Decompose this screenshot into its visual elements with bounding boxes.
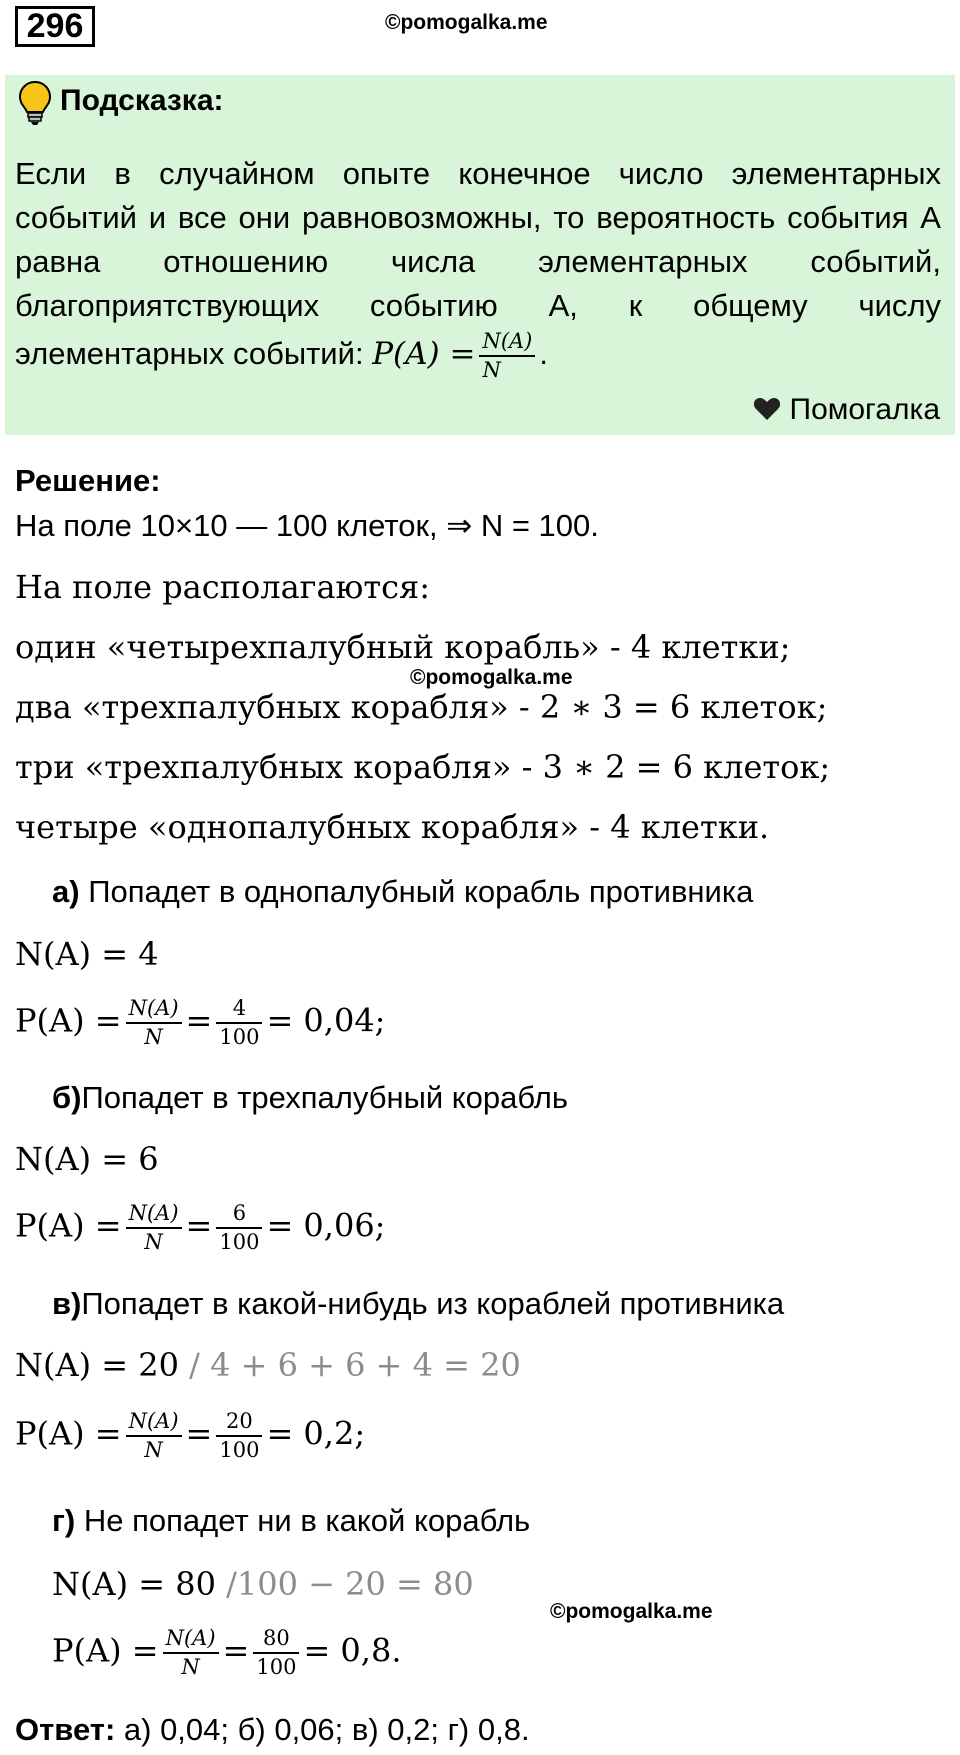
part-a-probability: [15, 995, 385, 1051]
hint-text: [15, 152, 941, 384]
part-v-fraction-1: [126, 1408, 182, 1464]
signature: [753, 393, 940, 427]
part-a-p-lhs: P(A) =: [15, 1001, 122, 1040]
task-number: 296: [15, 6, 95, 47]
signature-text: Помогалка: [789, 393, 940, 426]
part-g-eq: =: [222, 1631, 250, 1670]
placed-line: На поле располагаются:: [15, 568, 430, 606]
part-g-frac1-num: N(A): [163, 1625, 219, 1654]
hint-formula-end: .: [539, 336, 549, 372]
part-g-label: г): [52, 1503, 76, 1538]
part-g-probability: [52, 1625, 401, 1681]
hint-title: Подсказка:: [60, 84, 224, 117]
part-g-p-lhs: P(A) =: [52, 1631, 159, 1670]
part-g-fraction-2: [253, 1625, 299, 1681]
part-v-result: = 0,2;: [266, 1414, 366, 1453]
part-v-frac1-num: N(A): [126, 1408, 182, 1437]
part-g-frac1-den: N: [181, 1655, 200, 1679]
part-a-frac2-num: 4: [216, 995, 262, 1024]
heart-icon: [753, 397, 781, 421]
part-b-text: Попадет в трехпалубный корабль: [81, 1080, 569, 1115]
ship-line-4: четыре «однопалубных корабля» - 4 клетки.: [15, 808, 770, 846]
watermark-top: ©pomogalka.me: [385, 11, 548, 34]
answer-label: Ответ:: [15, 1712, 116, 1747]
part-g-frac2-num: 80: [253, 1625, 299, 1654]
lightbulb-icon: [18, 80, 52, 126]
part-b-p-lhs: P(A) =: [15, 1206, 122, 1245]
part-v-frac2-num: 20: [216, 1408, 262, 1437]
watermark-bottom: ©pomogalka.me: [550, 1600, 713, 1623]
part-a-frac2-den: 100: [219, 1025, 260, 1049]
part-v-p-lhs: P(A) =: [15, 1414, 122, 1453]
part-b-frac1-den: N: [144, 1230, 163, 1254]
part-g-na-extra: /100 − 20 = 80: [215, 1565, 474, 1603]
part-v-fraction-2: [216, 1408, 262, 1464]
part-v-na-main: N(A) = 20: [15, 1346, 179, 1384]
part-a-eq: =: [185, 1001, 213, 1040]
hint-body: Если в случайном опыте конечное число элементарных событий и все они равновозможны, то вероятность события A равна отношению числа элементарных событий, благоприятствующих событию A, к общему числу элементарных событий:: [15, 156, 941, 372]
part-a-label: а): [52, 874, 80, 909]
part-v-frac1-den: N: [144, 1438, 163, 1462]
part-g-heading: [52, 1503, 530, 1539]
ship-line-1: один «четырехпалубный корабль» - 4 клетки;: [15, 628, 791, 666]
part-a-text: Попадет в однопалубный корабль противника: [79, 874, 754, 909]
part-b-frac2-den: 100: [219, 1230, 260, 1254]
answer-line: [15, 1712, 530, 1748]
answer-text: а) 0,04; б) 0,06; в) 0,2; г) 0,8.: [115, 1712, 530, 1747]
hint-fraction-denominator: N: [482, 358, 501, 382]
part-v-probability: [15, 1408, 365, 1464]
part-v-na: [15, 1346, 521, 1384]
part-v-text: Попадет в какой-нибудь из кораблей противника: [81, 1286, 785, 1321]
part-a-frac1-num: N(A): [126, 995, 182, 1024]
part-b-probability: [15, 1200, 385, 1256]
part-b-fraction-1: [126, 1200, 182, 1256]
part-v-label: в): [52, 1286, 82, 1321]
part-v-frac2-den: 100: [219, 1438, 260, 1462]
part-b-na: N(A) = 6: [15, 1140, 159, 1178]
field-line: На поле 10×10 — 100 клеток, ⇒ N = 100.: [15, 508, 599, 543]
hint-fraction: [479, 328, 535, 384]
solution-title: Решение:: [15, 463, 161, 498]
part-v-eq: =: [185, 1414, 213, 1453]
part-b-result: = 0,06;: [266, 1206, 386, 1245]
part-a-fraction-2: [216, 995, 262, 1051]
ship-line-3: три «трехпалубных корабля» - 3 ∗ 2 = 6 клеток;: [15, 748, 831, 786]
part-g-fraction-1: [163, 1625, 219, 1681]
part-g-frac2-den: 100: [256, 1655, 297, 1679]
part-a-heading: [52, 874, 753, 910]
part-b-label: б): [52, 1080, 82, 1115]
part-g-na-main: N(A) = 80: [52, 1565, 216, 1603]
part-v-na-extra: / 4 + 6 + 6 + 4 = 20: [178, 1346, 521, 1384]
part-a-frac1-den: N: [144, 1025, 163, 1049]
part-a-na: N(A) = 4: [15, 935, 159, 973]
part-a-result: = 0,04;: [266, 1001, 386, 1040]
part-v-heading: [52, 1286, 784, 1322]
part-b-fraction-2: [216, 1200, 262, 1256]
hint-fraction-numerator: N(A): [479, 328, 535, 357]
hint-formula-lhs: P(A) =: [372, 336, 476, 373]
watermark-middle: ©pomogalka.me: [410, 666, 573, 689]
part-b-frac2-num: 6: [216, 1200, 262, 1229]
part-b-heading: [52, 1080, 568, 1116]
part-a-fraction-1: [126, 995, 182, 1051]
part-g-text: Не попадет ни в какой корабль: [75, 1503, 531, 1538]
part-b-eq: =: [185, 1206, 213, 1245]
ship-line-2: два «трехпалубных корабля» - 2 ∗ 3 = 6 клеток;: [15, 688, 828, 726]
part-g-result: = 0,8.: [303, 1631, 402, 1670]
part-g-na: [52, 1565, 474, 1603]
part-b-frac1-num: N(A): [126, 1200, 182, 1229]
